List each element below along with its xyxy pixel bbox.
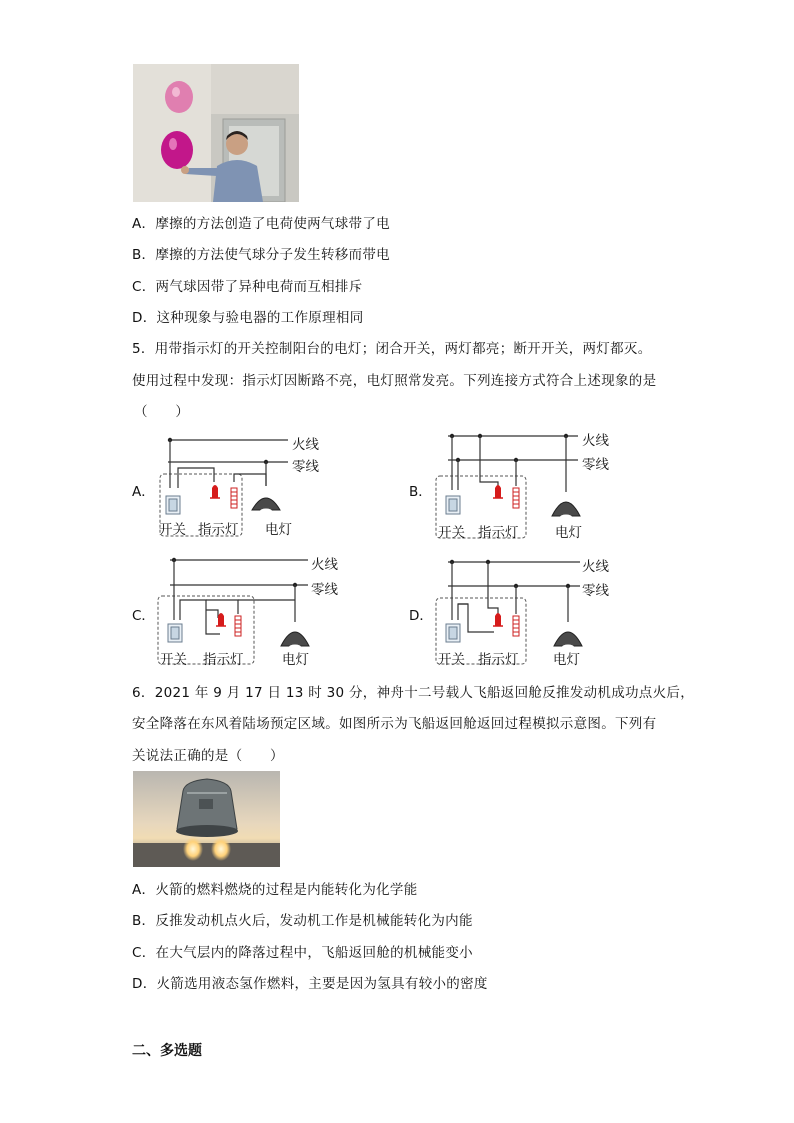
circuit-a-neutral-label: 零线 bbox=[292, 459, 319, 475]
circuit-a-lamp-label: 电灯 bbox=[265, 522, 292, 538]
q5-stem-line-3: （ ） bbox=[134, 404, 190, 420]
circuit-a-switch-label: 开关 bbox=[159, 522, 186, 538]
circuit-c-indicator-label: 指示灯 bbox=[203, 652, 244, 668]
q6-option-c: C．在大气层内的降落过程中，飞船返回舱的机械能变小 bbox=[132, 945, 473, 961]
circuit-d-switch-label: 开关 bbox=[438, 652, 465, 668]
circuit-a-indicator-label: 指示灯 bbox=[198, 522, 239, 538]
circuit-c-lamp-label: 电灯 bbox=[282, 652, 309, 668]
section-title: 二、多选题 bbox=[132, 1043, 202, 1059]
circuit-d-indicator-label: 指示灯 bbox=[478, 652, 519, 668]
q5-option-a-letter: A． bbox=[132, 484, 155, 500]
q6-option-a: A．火箭的燃料燃烧的过程是内能转化为化学能 bbox=[132, 882, 418, 898]
q6-option-b: B．反推发动机点火后，发动机工作是机械能转化为内能 bbox=[132, 913, 473, 929]
circuit-b-live-label: 火线 bbox=[582, 433, 609, 449]
q6-option-d: D．火箭选用液态氢作燃料，主要是因为氢具有较小的密度 bbox=[132, 976, 488, 992]
q5-stem-line-2: 使用过程中发现：指示灯因断路不亮，电灯照常发亮。下列连接方式符合上述现象的是 bbox=[132, 373, 657, 389]
q4-option-d: D．这种现象与验电器的工作原理相同 bbox=[132, 310, 364, 326]
circuit-b-indicator-label: 指示灯 bbox=[478, 525, 519, 541]
circuit-b-switch-label: 开关 bbox=[438, 525, 465, 541]
circuit-b-lamp-label: 电灯 bbox=[555, 525, 582, 541]
q4-option-a: A．摩擦的方法创造了电荷使两气球带了电 bbox=[132, 216, 390, 232]
circuit-c-switch-label: 开关 bbox=[160, 652, 187, 668]
circuit-c-live-label: 火线 bbox=[311, 557, 338, 573]
circuit-a-live-label: 火线 bbox=[292, 437, 319, 453]
q5-option-d-letter: D． bbox=[409, 608, 433, 624]
q6-stem-line-3: 关说法正确的是（ ） bbox=[132, 748, 284, 764]
q5-stem-line-1: 5．用带指示灯的开关控制阳台的电灯；闭合开关，两灯都亮；断开开关，两灯都灭。 bbox=[132, 341, 652, 357]
q5-option-c-letter: C． bbox=[132, 608, 155, 624]
circuit-d-live-label: 火线 bbox=[582, 559, 609, 575]
capsule-photo bbox=[133, 771, 280, 867]
q4-option-b: B．摩擦的方法使气球分子发生转移而带电 bbox=[132, 247, 390, 263]
q6-stem-line-2: 安全降落在东风着陆场预定区域。如图所示为飞船返回舱返回过程模拟示意图。下列有 bbox=[132, 716, 657, 732]
q6-stem-line-1: 6．2021 年 9 月 17 日 13 时 30 分，神舟十二号载人飞船返回舱反推发动机成功点火后， bbox=[132, 685, 694, 701]
circuit-d-lamp-label: 电灯 bbox=[553, 652, 580, 668]
circuit-d-neutral-label: 零线 bbox=[582, 583, 609, 599]
circuit-c-neutral-label: 零线 bbox=[311, 582, 338, 598]
q4-option-c: C．两气球因带了异种电荷而互相排斥 bbox=[132, 279, 363, 295]
q5-option-b-letter: B． bbox=[409, 484, 432, 500]
balloon-photo bbox=[133, 64, 299, 202]
circuit-b-neutral-label: 零线 bbox=[582, 457, 609, 473]
